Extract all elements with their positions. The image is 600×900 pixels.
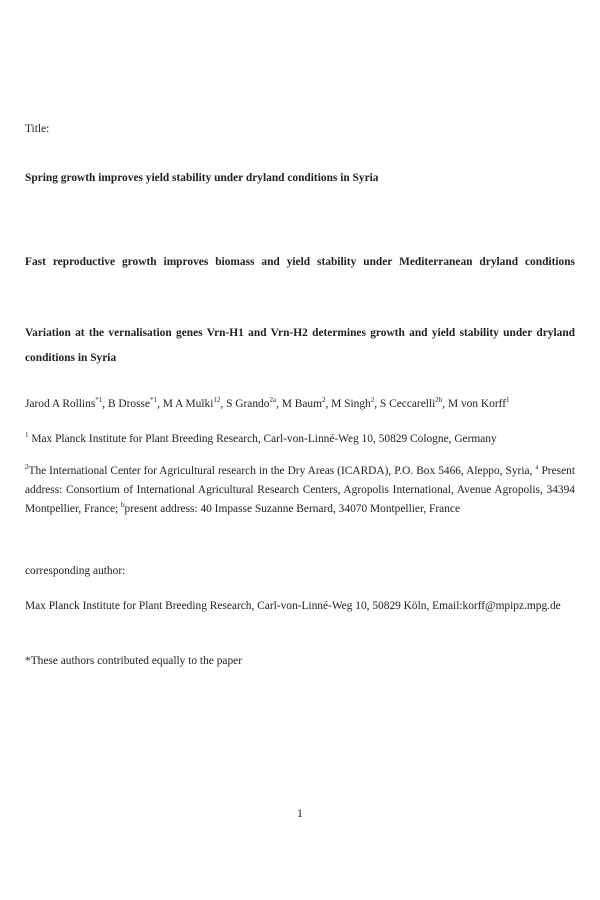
affiliation-2-text-c: present address: 40 Impasse Suzanne Bernard, 34070 Montpellier, France xyxy=(124,503,461,515)
affiliation-1 xyxy=(25,433,575,445)
affiliation-2-text-a: The International Center for Agricultural research in the Dry Areas (ICARDA), P.O. Box 5466, Aleppo, Syria, xyxy=(28,465,536,477)
author-name: Jarod A Rollins xyxy=(25,398,96,410)
corresponding-author-address: Max Planck Institute for Plant Breeding Research, Carl-von-Linné-Weg 10, 50829 Köln, Email:korff@mpipz.mpg.de xyxy=(25,600,561,612)
author-affiliation-mark: *1 xyxy=(150,396,158,404)
author-name: B Drosse xyxy=(107,398,151,410)
author-name: M Singh xyxy=(331,398,371,410)
title-option-1: Spring growth improves yield stability under dryland conditions in Syria xyxy=(25,172,379,184)
title-label: Title: xyxy=(25,123,50,135)
author-affiliation-mark: 2 xyxy=(370,396,375,404)
corresponding-author-label: corresponding author: xyxy=(25,565,126,577)
affiliation-2 xyxy=(25,462,575,519)
affiliation-2-text-b: Present address: Consortium of International Agricultural Research Centers, Agropolis International, Avenue Agropolis, 34394 Montpellier, France; xyxy=(25,465,575,515)
author-name: S Ceccarelli xyxy=(379,398,436,410)
author-affiliation-mark: *1 xyxy=(95,396,103,404)
title-option-3: Variation at the vernalisation genes Vrn-H1 and Vrn-H2 determines growth and yield stability under dryland conditions in Syria xyxy=(25,327,575,364)
author-affiliation-mark: 1 xyxy=(506,396,510,404)
author-list: Jarod A Rollins$^{*1}$, B Drosse$^{*1}$, M A Mulki$^{12}$, S Grando$^{2a}$, M Baum$^2$, M Singh$^2$, S Ceccarelli$^{2b}$, M von Korff$^1$ xyxy=(25,396,510,410)
title-option-2: Fast reproductive growth improves biomass and yield stability under Mediterranean dryland conditions xyxy=(25,256,575,268)
affiliation-mark: 1 xyxy=(25,431,29,439)
present-address-mark-b: b xyxy=(121,501,125,509)
author-name: M von Korff xyxy=(447,398,506,410)
author-affiliation-mark: 2b xyxy=(435,396,443,404)
page-number: 1 xyxy=(297,806,303,820)
equal-contribution-note: *These authors contributed equally to the paper xyxy=(25,655,242,667)
author-affiliation-mark: 2a xyxy=(269,396,277,404)
author-affiliation-mark: 2 xyxy=(321,396,326,404)
affiliation-mark: 2 xyxy=(25,463,29,471)
author-name: S Grando xyxy=(226,398,270,410)
author-name: M Baum xyxy=(281,398,322,410)
affiliation-1-text: Max Planck Institute for Plant Breeding Research, Carl-von-Linné-Weg 10, 50829 Cologne, Germany xyxy=(28,433,497,445)
author-affiliation-mark: 12 xyxy=(213,396,221,404)
present-address-mark-a: a xyxy=(535,463,539,471)
author-name: M A Mulki xyxy=(162,398,214,410)
